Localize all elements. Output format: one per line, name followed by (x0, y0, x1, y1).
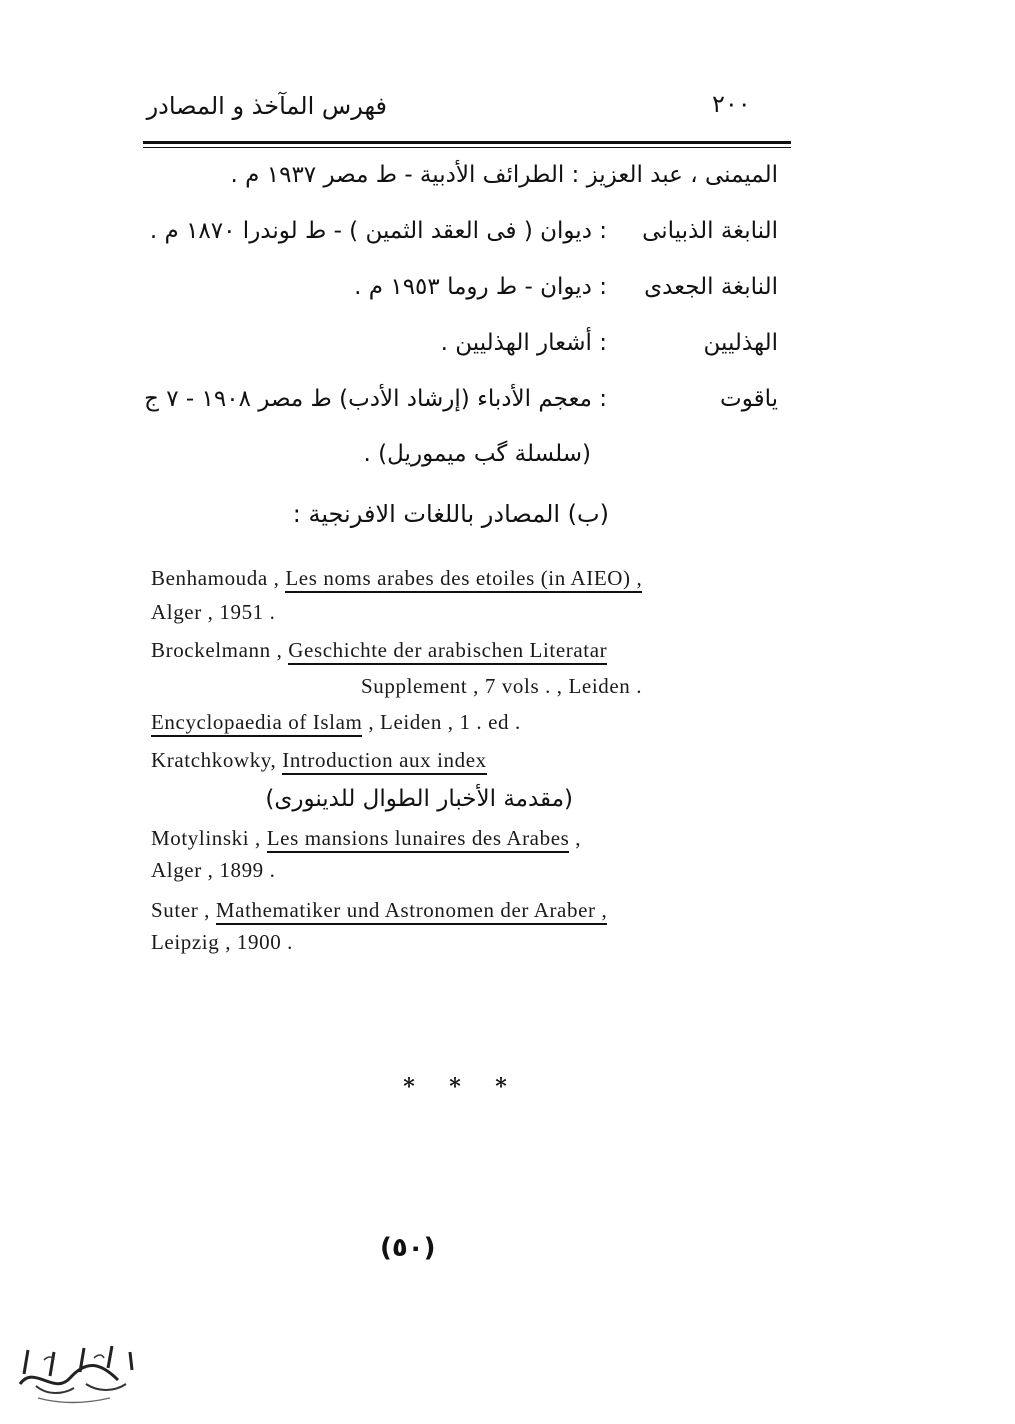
latin-entry-2-line2: Supplement , 7 vols . , Leiden . (361, 674, 643, 698)
latin-entry-2 (151, 638, 607, 663)
latin-entry-author: Suter , (151, 898, 211, 922)
arabic-entry-1: الميمنى ، عبد العزيز : الطرائف الأدبية - ط مصر ١٩٣٧ م . (230, 162, 778, 188)
section-separator (386, 1074, 524, 1100)
header-rule-top (143, 141, 791, 144)
arabic-entry-author-5: ياقوت (720, 386, 778, 412)
latin-entry-6-line2: Leipzig , 1900 . (151, 930, 293, 954)
latin-entry-1 (151, 566, 642, 591)
latin-entry-title: Encyclopaedia of Islam (151, 710, 362, 737)
separator-star: * (403, 1074, 415, 1100)
latin-entry-author: Kratchkowky, (151, 748, 277, 772)
latin-entry-title: Les noms arabes des etoiles (in AIEO) , (285, 566, 642, 593)
page-number: ٢٠٠ (712, 90, 751, 118)
footer-signature-number: (٥٠) (380, 1233, 436, 1263)
latin-entry-6 (151, 898, 607, 923)
arabic-entry-text-5: : معجم الأدباء (إرشاد الأدب) ط مصر ١٩٠٨ - ٧ ج (144, 386, 607, 412)
latin-entry-author: Brockelmann , (151, 638, 283, 662)
separator-star: * (495, 1074, 507, 1100)
latin-entry-3 (151, 710, 521, 735)
arabic-entry-author-2: النابغة الذبيانى (642, 218, 778, 244)
arabic-entry-text-3: : ديوان - ط روما ١٩٥٣ م . (354, 274, 607, 300)
latin-entry-title: Introduction aux index (282, 748, 487, 775)
separator-star: * (449, 1074, 461, 1100)
latin-entry-4 (151, 748, 487, 773)
arabic-entry-continuation-5: (سلسلة گب ميموريل) . (363, 441, 591, 467)
latin-entry-rest: , (575, 826, 582, 850)
section-heading: (ب) المصادر باللغات الافرنجية : (292, 500, 609, 528)
arabic-entry-text-4: : أشعار الهذليين . (440, 330, 607, 356)
latin-entry-author: Motylinski , (151, 826, 261, 850)
latin-entry-1-line2: Alger , 1951 . (151, 600, 276, 624)
latin-entry-title: Mathematiker und Astronomen der Araber , (216, 898, 607, 925)
arabic-entry-text-2: : ديوان ( فى العقد الثمين ) - ط لوندرا ١٨٧٠ م . (149, 218, 607, 244)
latin-entry-5-line2: Alger , 1899 . (151, 858, 276, 882)
arabic-entry-author-4: الهذليين (703, 330, 778, 356)
latin-entry-5 (151, 826, 581, 851)
calligraphy-watermark (14, 1344, 138, 1410)
latin-entry-title: Geschichte der arabischen Literatar (288, 638, 607, 665)
running-title: فهرس المآخذ و المصادر (146, 92, 387, 120)
latin-entry-rest: , Leiden , 1 . ed . (368, 710, 521, 734)
latin-entry-title: Les mansions lunaires des Arabes (267, 826, 570, 853)
latin-entry-author: Benhamouda , (151, 566, 280, 590)
arabic-entry-author-3: النابغة الجعدى (644, 274, 778, 300)
header-rule-bottom (143, 147, 791, 148)
latin-entry-4-arabic-note: (مقدمة الأخبار الطوال للدينورى) (265, 786, 573, 812)
